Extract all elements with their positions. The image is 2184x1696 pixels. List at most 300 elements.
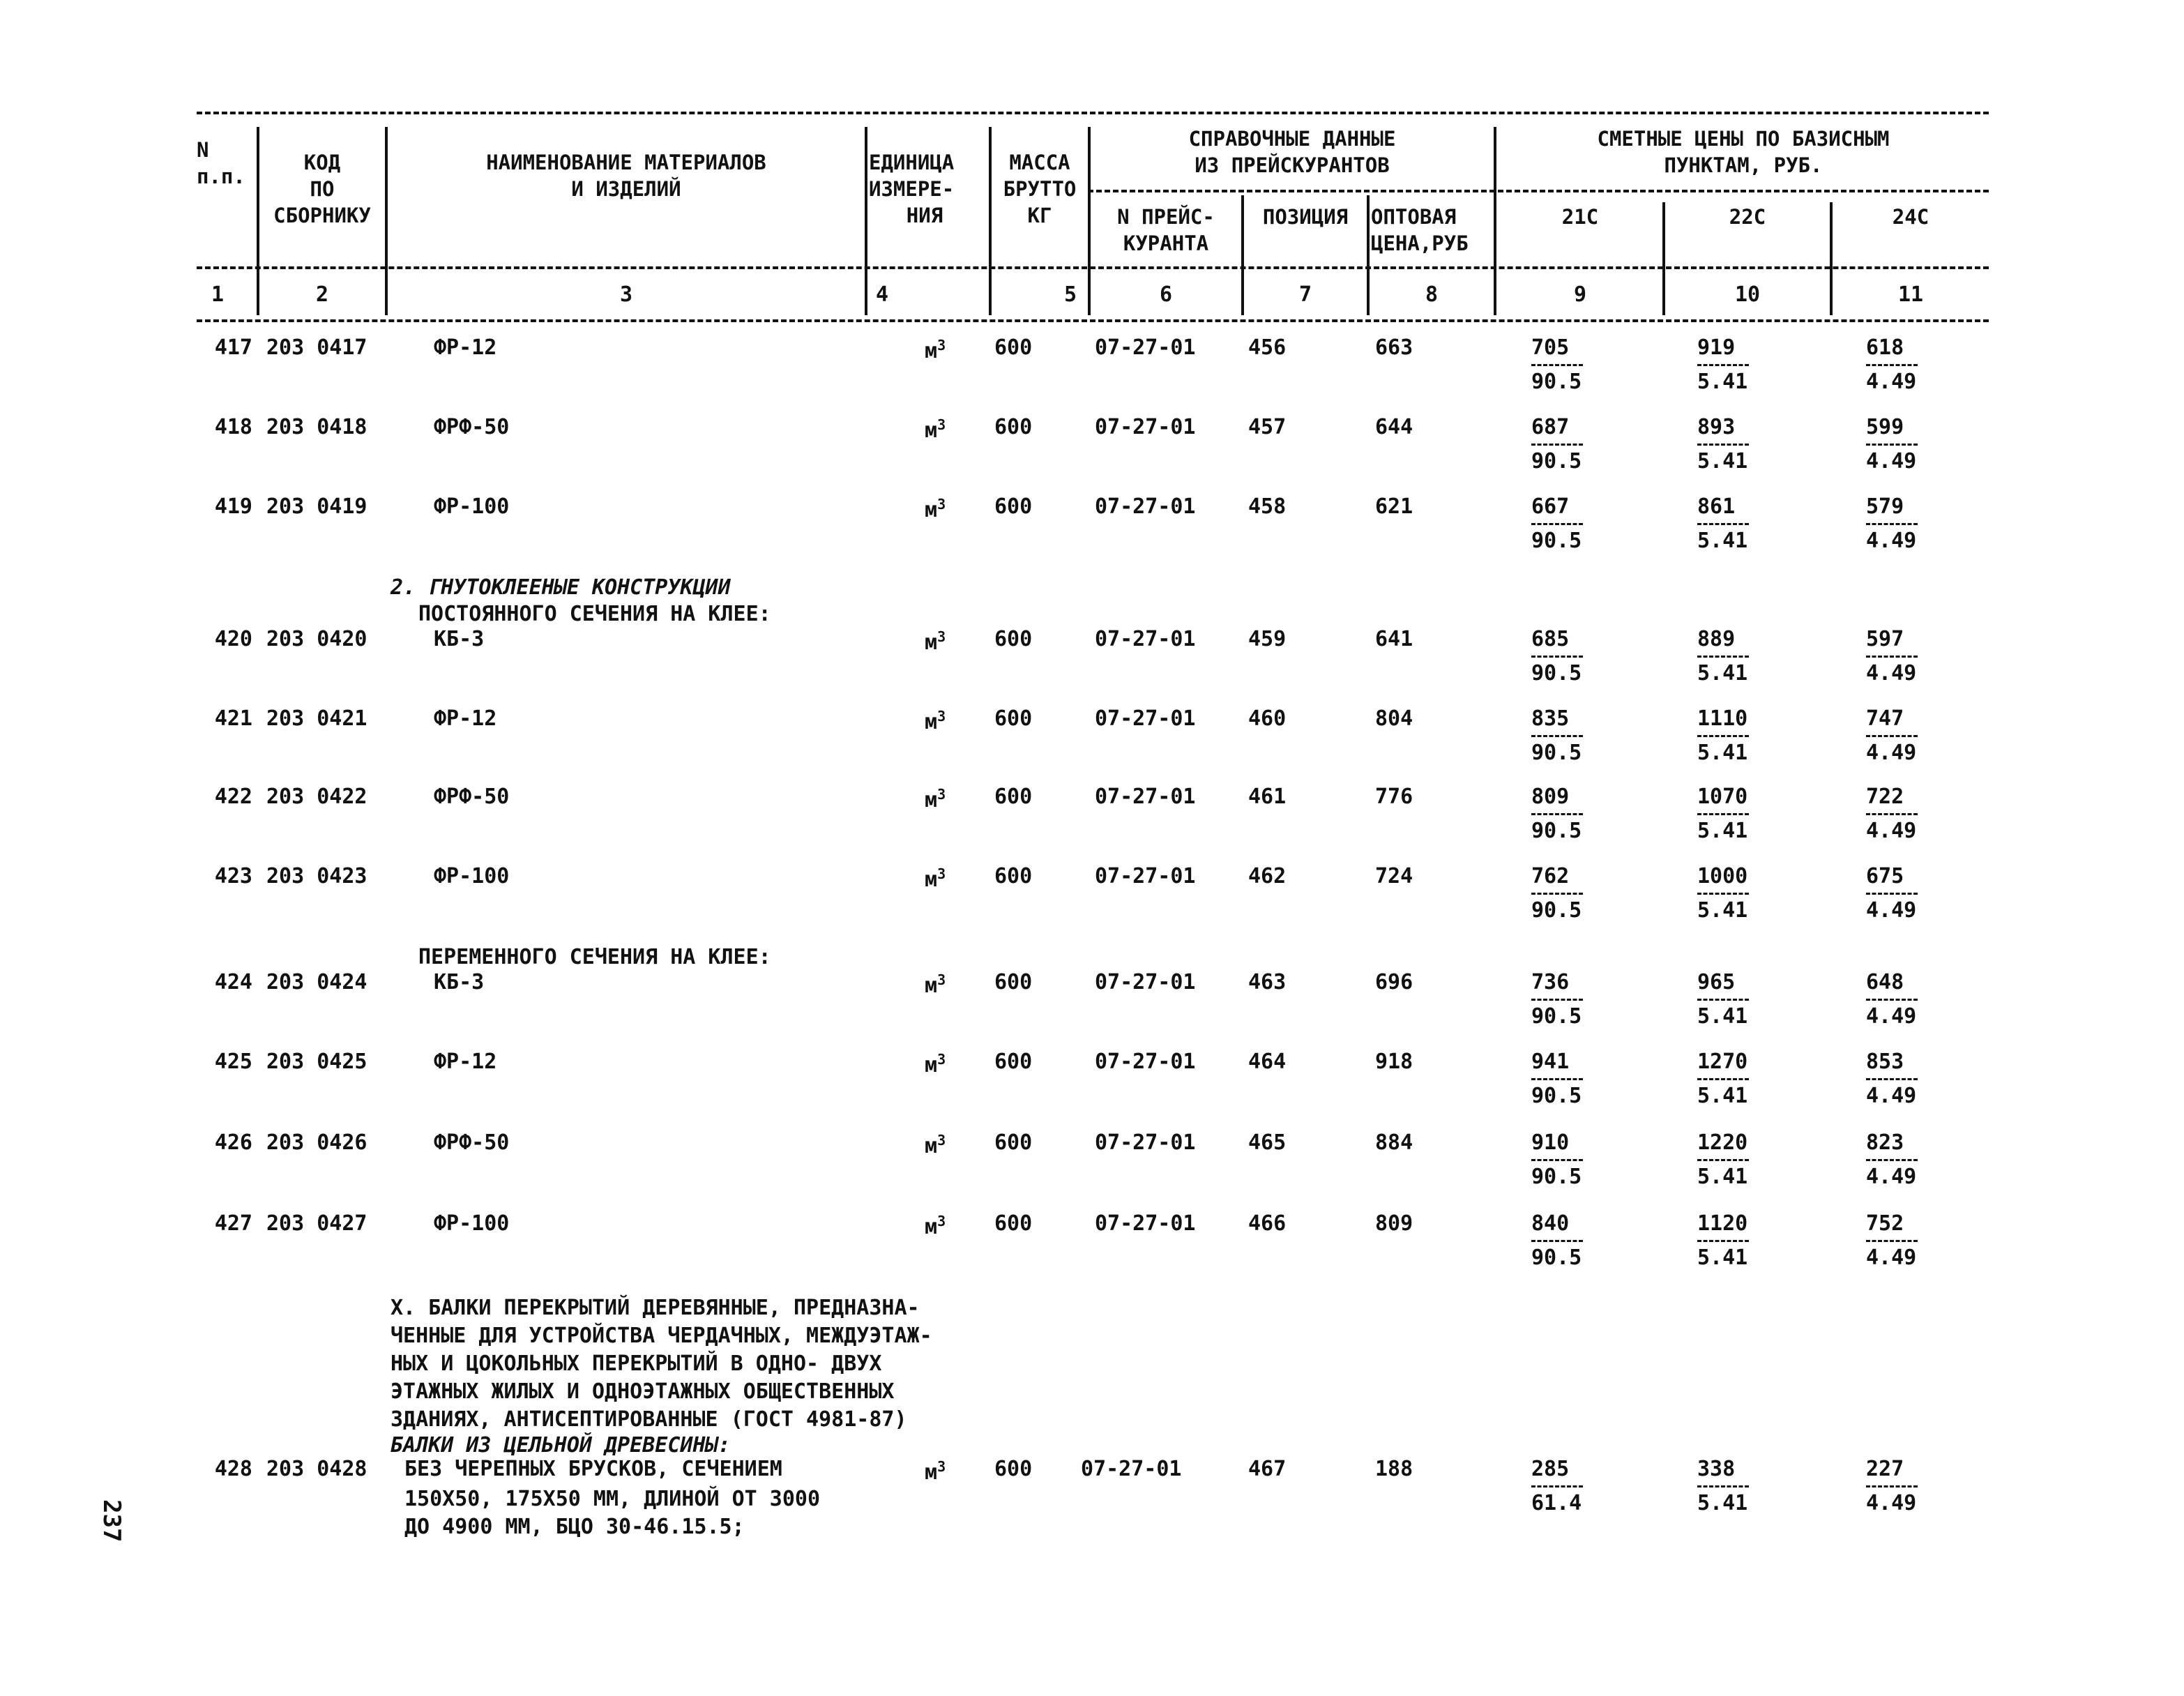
section-2-subtitle: ПОСТОЯННОГО СЕЧЕНИЯ НА КЛЕЕ: bbox=[418, 602, 771, 626]
row-unit bbox=[925, 411, 946, 444]
row-wholesale-price: 663 bbox=[1375, 335, 1413, 360]
estimate-price-p22 bbox=[1697, 1049, 1781, 1110]
row-number: 428 bbox=[214, 1457, 252, 1481]
price-value: 1070 bbox=[1697, 785, 1748, 809]
price-coefficient: 4.49 bbox=[1866, 661, 1917, 686]
row-unit bbox=[925, 1208, 946, 1241]
rule-numbers-bottom bbox=[197, 319, 1989, 322]
row-number: 423 bbox=[214, 864, 252, 888]
row-name: ФР-100 bbox=[434, 494, 510, 519]
row-name: ФР-12 bbox=[434, 1050, 497, 1074]
unit-exponent: 3 bbox=[937, 496, 946, 513]
fraction-bar bbox=[1531, 1240, 1583, 1242]
price-coefficient: 90.5 bbox=[1531, 819, 1582, 843]
estimate-price-p24 bbox=[1866, 494, 1950, 554]
price-value: 809 bbox=[1531, 785, 1570, 809]
fraction-bar bbox=[1697, 364, 1749, 366]
row-unit bbox=[925, 1127, 946, 1160]
row-wholesale-price: 884 bbox=[1375, 1130, 1413, 1155]
row-pricelist: 07-27-01 bbox=[1095, 864, 1196, 888]
estimate-price-p24 bbox=[1866, 863, 1950, 924]
price-coefficient: 5.41 bbox=[1697, 1084, 1748, 1108]
price-coefficient: 90.5 bbox=[1531, 661, 1582, 686]
price-coefficient: 5.41 bbox=[1697, 1004, 1748, 1029]
vrule-3 bbox=[865, 127, 867, 315]
row-code: 203 0427 bbox=[266, 1211, 367, 1236]
hdr-col8: ОПТОВАЯ ЦЕНА,РУБ bbox=[1371, 205, 1469, 255]
fraction-bar bbox=[1697, 1159, 1749, 1161]
row-pricelist: 07-27-01 bbox=[1095, 415, 1196, 439]
estimate-price-p22 bbox=[1697, 1211, 1781, 1271]
row-name: ФР-12 bbox=[434, 706, 497, 731]
row-unit bbox=[925, 623, 946, 656]
estimate-price-p24 bbox=[1866, 626, 1950, 687]
colnum: 3 bbox=[619, 282, 633, 307]
price-coefficient: 4.49 bbox=[1866, 819, 1917, 843]
row-number: 421 bbox=[214, 706, 252, 731]
row-wholesale-price: 696 bbox=[1375, 970, 1413, 994]
fraction-bar bbox=[1697, 735, 1749, 737]
estimate-price-p24 bbox=[1866, 706, 1950, 766]
row-code: 203 0424 bbox=[266, 970, 367, 994]
hdr-col4: ЕДИНИЦА ИЗМЕРЕ- НИЯ bbox=[869, 151, 955, 227]
row-number: 424 bbox=[214, 970, 252, 994]
row-wholesale-price: 809 bbox=[1375, 1211, 1413, 1236]
colnum: 2 bbox=[315, 282, 329, 307]
fraction-bar bbox=[1531, 1159, 1583, 1161]
price-coefficient: 5.41 bbox=[1697, 529, 1748, 553]
row-name: ФРФ-50 bbox=[434, 415, 510, 439]
estimate-price-p24 bbox=[1866, 335, 1950, 395]
row-name: КБ-3 bbox=[434, 970, 485, 994]
row-mass: 600 bbox=[994, 785, 1033, 809]
fraction-bar bbox=[1531, 813, 1583, 815]
estimate-price-p21 bbox=[1531, 863, 1615, 924]
price-value: 1270 bbox=[1697, 1050, 1748, 1074]
colnum: 4 bbox=[876, 282, 889, 307]
estimate-price-p22 bbox=[1697, 1456, 1781, 1517]
price-value: 941 bbox=[1531, 1050, 1570, 1074]
row-name: ФРФ-50 bbox=[434, 1130, 510, 1155]
unit-m: м bbox=[925, 339, 938, 363]
row-code: 203 0422 bbox=[266, 785, 367, 809]
row-pricelist: 07-27-01 bbox=[1095, 494, 1196, 519]
row-position: 462 bbox=[1248, 864, 1287, 888]
price-value: 705 bbox=[1531, 335, 1570, 360]
estimate-price-p21 bbox=[1531, 969, 1615, 1030]
row-pricelist: 07-27-01 bbox=[1095, 1211, 1196, 1236]
price-value: 618 bbox=[1866, 335, 1904, 360]
price-value: 338 bbox=[1697, 1457, 1736, 1481]
fraction-bar bbox=[1866, 1240, 1918, 1242]
row-number: 420 bbox=[214, 627, 252, 651]
price-value: 285 bbox=[1531, 1457, 1570, 1481]
fraction-bar bbox=[1697, 656, 1749, 658]
row-pricelist: 07-27-01 bbox=[1095, 1050, 1196, 1074]
price-coefficient: 4.49 bbox=[1866, 529, 1917, 553]
unit-m: м bbox=[925, 1134, 938, 1158]
row-pricelist: 07-27-01 bbox=[1095, 335, 1196, 360]
rule-header-bottom bbox=[197, 266, 1989, 269]
fraction-bar bbox=[1866, 1159, 1918, 1161]
row-pricelist: 07-27-01 bbox=[1095, 970, 1196, 994]
row-pricelist: 07-27-01 bbox=[1081, 1457, 1182, 1481]
price-value: 919 bbox=[1697, 335, 1736, 360]
price-value: 579 bbox=[1866, 494, 1904, 519]
row-position: 464 bbox=[1248, 1050, 1287, 1074]
fraction-bar bbox=[1697, 523, 1749, 525]
unit-m: м bbox=[925, 974, 938, 998]
unit-m: м bbox=[925, 418, 938, 443]
fraction-bar bbox=[1531, 999, 1583, 1001]
hdr-col2: КОД ПО СБОРНИКУ bbox=[273, 151, 371, 227]
price-coefficient: 90.5 bbox=[1531, 1004, 1582, 1029]
row-position: 466 bbox=[1248, 1211, 1287, 1236]
hdr-col11: 24С bbox=[1892, 205, 1929, 229]
price-value: 1120 bbox=[1697, 1211, 1748, 1236]
price-value: 1000 bbox=[1697, 864, 1748, 888]
price-value: 853 bbox=[1866, 1050, 1904, 1074]
row-pricelist: 07-27-01 bbox=[1095, 785, 1196, 809]
row-number: 425 bbox=[214, 1050, 252, 1074]
row-wholesale-price: 724 bbox=[1375, 864, 1413, 888]
colnum: 11 bbox=[1897, 282, 1924, 307]
price-coefficient: 5.41 bbox=[1697, 370, 1748, 394]
fraction-bar bbox=[1697, 1485, 1749, 1487]
estimate-price-p24 bbox=[1866, 1211, 1950, 1271]
section-2-subtitle-variable: ПЕРЕМЕННОГО СЕЧЕНИЯ НА КЛЕЕ: bbox=[418, 945, 771, 969]
row-name: ФР-100 bbox=[434, 1211, 510, 1236]
row-pricelist: 07-27-01 bbox=[1095, 706, 1196, 731]
row-number: 426 bbox=[214, 1130, 252, 1155]
vrule-8 bbox=[1494, 127, 1496, 315]
rule-top bbox=[197, 112, 1989, 114]
estimate-price-p22 bbox=[1697, 494, 1781, 554]
price-value: 1110 bbox=[1697, 706, 1748, 731]
hdr-group-estimate: СМЕТНЫЕ ЦЕНЫ ПО БАЗИСНЫМ ПУНКТАМ, РУБ. bbox=[1597, 127, 1890, 177]
estimate-price-p21 bbox=[1531, 1130, 1615, 1190]
estimate-price-p21 bbox=[1531, 1049, 1615, 1110]
row-mass: 600 bbox=[994, 1130, 1033, 1155]
vrule-7 bbox=[1367, 195, 1370, 315]
section-2-title: 2. ГНУТОКЛЕЕНЫЕ КОНСТРУКЦИИ bbox=[390, 575, 731, 600]
price-value: 861 bbox=[1697, 494, 1736, 519]
fraction-bar bbox=[1866, 444, 1918, 446]
estimate-price-p22 bbox=[1697, 626, 1781, 687]
row-position: 461 bbox=[1248, 785, 1287, 809]
row-number: 417 bbox=[214, 335, 252, 360]
hdr-group-reference: СПРАВОЧНЫЕ ДАННЫЕ ИЗ ПРЕЙСКУРАНТОВ bbox=[1188, 127, 1396, 177]
row-unit bbox=[925, 1453, 946, 1486]
row-code: 203 0428 bbox=[266, 1457, 367, 1481]
row-unit bbox=[925, 332, 946, 365]
row-name: ФР-100 bbox=[434, 864, 510, 888]
estimate-price-p24 bbox=[1866, 1049, 1950, 1110]
price-coefficient: 5.41 bbox=[1697, 819, 1748, 843]
hdr-col7: ПОЗИЦИЯ bbox=[1262, 205, 1349, 229]
row-code: 203 0426 bbox=[266, 1130, 367, 1155]
price-coefficient: 90.5 bbox=[1531, 1246, 1582, 1270]
price-value: 648 bbox=[1866, 970, 1904, 994]
row-number: 419 bbox=[214, 494, 252, 519]
hdr-col6: N ПРЕЙС- КУРАНТА bbox=[1117, 205, 1215, 255]
row-pricelist: 07-27-01 bbox=[1095, 627, 1196, 651]
row-wholesale-price: 188 bbox=[1375, 1457, 1413, 1481]
price-coefficient: 4.49 bbox=[1866, 1491, 1917, 1515]
unit-exponent: 3 bbox=[937, 337, 946, 354]
price-coefficient: 5.41 bbox=[1697, 898, 1748, 923]
colnum: 9 bbox=[1573, 282, 1587, 307]
row-mass: 600 bbox=[994, 1050, 1033, 1074]
hdr-col3: НАИМЕНОВАНИЕ МАТЕРИАЛОВ И ИЗДЕЛИЙ bbox=[486, 151, 766, 201]
unit-m: м bbox=[925, 1460, 938, 1485]
fraction-bar bbox=[1866, 1078, 1918, 1080]
colnum: 1 bbox=[211, 282, 225, 307]
row-wholesale-price: 804 bbox=[1375, 706, 1413, 731]
price-coefficient: 90.5 bbox=[1531, 1084, 1582, 1108]
fraction-bar bbox=[1866, 523, 1918, 525]
hdr-col10: 22С bbox=[1729, 205, 1766, 229]
colnum: 8 bbox=[1425, 282, 1439, 307]
unit-m: м bbox=[925, 868, 938, 892]
price-coefficient: 90.5 bbox=[1531, 741, 1582, 765]
section-x-subtitle: БАЛКИ ИЗ ЦЕЛЬНОЙ ДРЕВЕСИНЫ: bbox=[390, 1433, 731, 1458]
estimate-price-p22 bbox=[1697, 1130, 1781, 1190]
unit-exponent: 3 bbox=[937, 1051, 946, 1068]
price-value: 685 bbox=[1531, 627, 1570, 651]
row-unit bbox=[925, 1046, 946, 1079]
colnum: 10 bbox=[1734, 282, 1761, 307]
price-value: 687 bbox=[1531, 415, 1570, 439]
row-number: 422 bbox=[214, 785, 252, 809]
row-position: 465 bbox=[1248, 1130, 1287, 1155]
price-coefficient: 4.49 bbox=[1866, 898, 1917, 923]
fraction-bar bbox=[1697, 1078, 1749, 1080]
price-coefficient: 5.41 bbox=[1697, 661, 1748, 686]
unit-exponent: 3 bbox=[937, 416, 946, 433]
row-position: 467 bbox=[1248, 1457, 1287, 1481]
vrule-4 bbox=[989, 127, 992, 315]
row-mass: 600 bbox=[994, 1211, 1033, 1236]
fraction-bar bbox=[1697, 444, 1749, 446]
price-coefficient: 61.4 bbox=[1531, 1491, 1582, 1515]
estimate-price-p22 bbox=[1697, 969, 1781, 1030]
fraction-bar bbox=[1531, 656, 1583, 658]
fraction-bar bbox=[1866, 364, 1918, 366]
price-value: 889 bbox=[1697, 627, 1736, 651]
unit-exponent: 3 bbox=[937, 628, 946, 645]
price-coefficient: 4.49 bbox=[1866, 1084, 1917, 1108]
row-mass: 600 bbox=[994, 706, 1033, 731]
price-coefficient: 90.5 bbox=[1531, 529, 1582, 553]
price-value: 835 bbox=[1531, 706, 1570, 731]
row-mass: 600 bbox=[994, 415, 1033, 439]
row-number: 418 bbox=[214, 415, 252, 439]
estimate-price-p24 bbox=[1866, 969, 1950, 1030]
estimate-price-p24 bbox=[1866, 1456, 1950, 1517]
row-code: 203 0423 bbox=[266, 864, 367, 888]
price-coefficient: 90.5 bbox=[1531, 370, 1582, 394]
price-value: 736 bbox=[1531, 970, 1570, 994]
price-coefficient: 4.49 bbox=[1866, 1165, 1917, 1189]
estimate-price-p22 bbox=[1697, 706, 1781, 766]
row-name: КБ-3 bbox=[434, 627, 485, 651]
row-wholesale-price: 918 bbox=[1375, 1050, 1413, 1074]
fraction-bar bbox=[1531, 523, 1583, 525]
unit-m: м bbox=[925, 710, 938, 734]
row-wholesale-price: 621 bbox=[1375, 494, 1413, 519]
row-unit bbox=[925, 967, 946, 999]
price-value: 227 bbox=[1866, 1457, 1904, 1481]
row-code: 203 0419 bbox=[266, 494, 367, 519]
price-coefficient: 5.41 bbox=[1697, 1491, 1748, 1515]
price-coefficient: 4.49 bbox=[1866, 1004, 1917, 1029]
row-mass: 600 bbox=[994, 970, 1033, 994]
price-value: 752 bbox=[1866, 1211, 1904, 1236]
unit-exponent: 3 bbox=[937, 708, 946, 725]
unit-m: м bbox=[925, 1053, 938, 1077]
row-unit bbox=[925, 781, 946, 814]
row-name: ФР-12 bbox=[434, 335, 497, 360]
unit-exponent: 3 bbox=[937, 1213, 946, 1229]
fraction-bar bbox=[1531, 1485, 1583, 1487]
fraction-bar bbox=[1531, 735, 1583, 737]
estimate-price-p22 bbox=[1697, 414, 1781, 475]
row-name: ФРФ-50 bbox=[434, 785, 510, 809]
row-mass: 600 bbox=[994, 864, 1033, 888]
row-wholesale-price: 644 bbox=[1375, 415, 1413, 439]
fraction-bar bbox=[1866, 656, 1918, 658]
row-position: 458 bbox=[1248, 494, 1287, 519]
estimate-price-p21 bbox=[1531, 414, 1615, 475]
unit-exponent: 3 bbox=[937, 1458, 946, 1475]
price-coefficient: 4.49 bbox=[1866, 741, 1917, 765]
price-value: 965 bbox=[1697, 970, 1736, 994]
fraction-bar bbox=[1531, 444, 1583, 446]
fraction-bar bbox=[1866, 999, 1918, 1001]
price-coefficient: 90.5 bbox=[1531, 1165, 1582, 1189]
fraction-bar bbox=[1531, 893, 1583, 895]
price-value: 762 bbox=[1531, 864, 1570, 888]
price-coefficient: 4.49 bbox=[1866, 449, 1917, 474]
price-coefficient: 90.5 bbox=[1531, 449, 1582, 474]
estimate-price-p22 bbox=[1697, 335, 1781, 395]
fraction-bar bbox=[1866, 735, 1918, 737]
row-position: 457 bbox=[1248, 415, 1287, 439]
estimate-price-p24 bbox=[1866, 414, 1950, 475]
colnum: 5 bbox=[1063, 282, 1077, 307]
row-unit bbox=[925, 491, 946, 524]
row-name: БЕЗ ЧЕРЕПНЫХ БРУСКОВ, СЕЧЕНИЕМ bbox=[404, 1457, 782, 1481]
estimate-price-p21 bbox=[1531, 1211, 1615, 1271]
fraction-bar bbox=[1697, 813, 1749, 815]
fraction-bar bbox=[1531, 364, 1583, 366]
estimate-price-p21 bbox=[1531, 494, 1615, 554]
fraction-bar bbox=[1866, 893, 1918, 895]
fraction-bar bbox=[1531, 1078, 1583, 1080]
row-position: 463 bbox=[1248, 970, 1287, 994]
row-code: 203 0417 bbox=[266, 335, 367, 360]
unit-m: м bbox=[925, 1215, 938, 1239]
row-number: 427 bbox=[214, 1211, 252, 1236]
price-coefficient: 4.49 bbox=[1866, 1246, 1917, 1270]
estimate-price-p24 bbox=[1866, 784, 1950, 845]
unit-m: м bbox=[925, 498, 938, 522]
row-wholesale-price: 776 bbox=[1375, 785, 1413, 809]
price-value: 823 bbox=[1866, 1130, 1904, 1155]
price-coefficient: 5.41 bbox=[1697, 1246, 1748, 1270]
unit-exponent: 3 bbox=[937, 971, 946, 988]
unit-m: м bbox=[925, 630, 938, 655]
estimate-price-p21 bbox=[1531, 784, 1615, 845]
vrule-5 bbox=[1088, 127, 1091, 315]
row-code: 203 0418 bbox=[266, 415, 367, 439]
vrule-9 bbox=[1662, 202, 1665, 315]
price-value: 840 bbox=[1531, 1211, 1570, 1236]
estimate-price-p21 bbox=[1531, 706, 1615, 766]
unit-exponent: 3 bbox=[937, 786, 946, 803]
rule-subheader bbox=[1088, 190, 1989, 192]
row-mass: 600 bbox=[994, 1457, 1033, 1481]
page-number: 237 bbox=[98, 1499, 126, 1543]
price-value: 910 bbox=[1531, 1130, 1570, 1155]
vrule-10 bbox=[1830, 202, 1833, 315]
row-position: 460 bbox=[1248, 706, 1287, 731]
estimate-price-p22 bbox=[1697, 784, 1781, 845]
vrule-1 bbox=[257, 127, 259, 315]
fraction-bar bbox=[1697, 1240, 1749, 1242]
fraction-bar bbox=[1697, 999, 1749, 1001]
price-value: 722 bbox=[1866, 785, 1904, 809]
price-value: 597 bbox=[1866, 627, 1904, 651]
price-coefficient: 5.41 bbox=[1697, 1165, 1748, 1189]
hdr-col9: 21С bbox=[1561, 205, 1599, 229]
price-value: 1220 bbox=[1697, 1130, 1748, 1155]
estimate-price-p21 bbox=[1531, 626, 1615, 687]
row-code: 203 0425 bbox=[266, 1050, 367, 1074]
price-value: 747 bbox=[1866, 706, 1904, 731]
price-coefficient: 5.41 bbox=[1697, 449, 1748, 474]
estimate-price-p21 bbox=[1531, 335, 1615, 395]
row-unit bbox=[925, 703, 946, 736]
hdr-col1: N п.п. bbox=[197, 138, 245, 188]
price-value: 667 bbox=[1531, 494, 1570, 519]
estimate-price-p21 bbox=[1531, 1456, 1615, 1517]
price-value: 675 bbox=[1866, 864, 1904, 888]
price-coefficient: 5.41 bbox=[1697, 741, 1748, 765]
row-unit bbox=[925, 861, 946, 893]
row-428-continuation: 150X50, 175X50 ММ, ДЛИНОЙ ОТ 3000 ДО 4900 ММ, БЦО 30-46.15.5; bbox=[404, 1487, 821, 1539]
hdr-col5: МАССА БРУТТО КГ bbox=[1003, 151, 1077, 227]
section-x-title: X. БАЛКИ ПЕРЕКРЫТИЙ ДЕРЕВЯННЫЕ, ПРЕДНАЗНА- ЧЕННЫЕ ДЛЯ УСТРОЙСТВА ЧЕРДАЧНЫХ, МЕЖДУЭТАЖ- НЫХ И ЦОКОЛЬНЫХ ПЕРЕКРЫТИЙ В ОДНО- ДВУХ ЭТАЖНЫХ ЖИЛЫХ И ОДНОЭТАЖНЫХ ОБЩЕСТВЕННЫХ ЗДАНИЯХ, АНТИСЕПТИРОВАННЫЕ (ГОСТ 4981-87) bbox=[390, 1296, 932, 1432]
price-value: 893 bbox=[1697, 415, 1736, 439]
row-code: 203 0420 bbox=[266, 627, 367, 651]
colnum: 7 bbox=[1298, 282, 1312, 307]
price-coefficient: 4.49 bbox=[1866, 370, 1917, 394]
unit-exponent: 3 bbox=[937, 1132, 946, 1149]
fraction-bar bbox=[1697, 893, 1749, 895]
unit-exponent: 3 bbox=[937, 865, 946, 882]
row-mass: 600 bbox=[994, 627, 1033, 651]
colnum: 6 bbox=[1159, 282, 1173, 307]
fraction-bar bbox=[1866, 1485, 1918, 1487]
fraction-bar bbox=[1866, 813, 1918, 815]
row-position: 456 bbox=[1248, 335, 1287, 360]
unit-m: м bbox=[925, 788, 938, 812]
vrule-2 bbox=[385, 127, 388, 315]
row-wholesale-price: 641 bbox=[1375, 627, 1413, 651]
row-mass: 600 bbox=[994, 494, 1033, 519]
